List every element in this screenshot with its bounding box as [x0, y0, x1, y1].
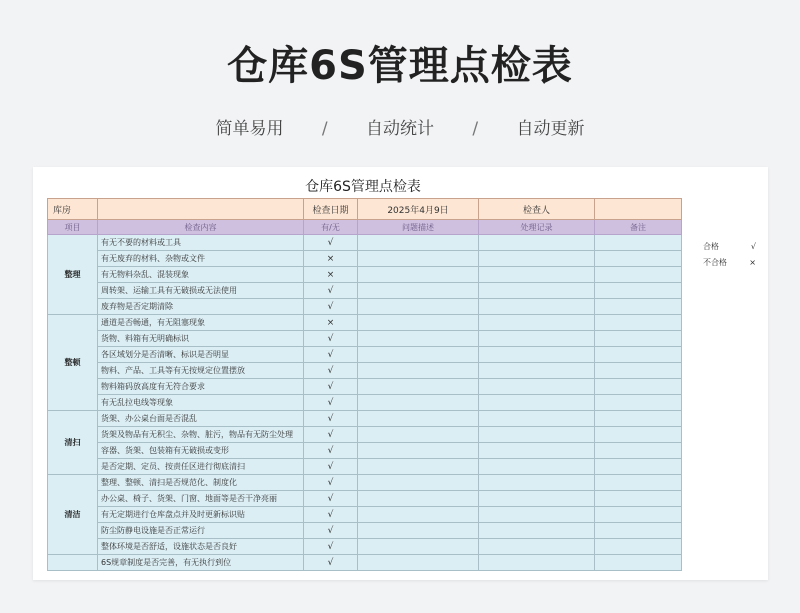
- handling-record-cell[interactable]: [479, 475, 595, 491]
- table-row: [48, 555, 682, 571]
- check-content-cell: 整体环境是否舒适，设施状态是否良好: [98, 539, 304, 555]
- handling-record-cell[interactable]: [479, 363, 595, 379]
- column-header: 检查内容: [98, 220, 304, 235]
- check-content-cell: 整理、整顿、清扫是否规范化、制度化: [98, 475, 304, 491]
- remarks-cell[interactable]: [595, 347, 682, 363]
- result-mark-cell[interactable]: √: [304, 555, 358, 571]
- column-header: 备注: [595, 220, 682, 235]
- check-content-cell: 有无物料杂乱、混装现象: [98, 267, 304, 283]
- legend-item: [698, 254, 758, 270]
- remarks-cell[interactable]: [595, 459, 682, 475]
- column-header: 处理记录: [479, 220, 595, 235]
- category-cell: 整理: [48, 235, 98, 315]
- checklist-table: [47, 198, 682, 571]
- remarks-cell[interactable]: [595, 363, 682, 379]
- legend-mark: √: [750, 241, 756, 251]
- problem-description-cell[interactable]: [358, 475, 479, 491]
- handling-record-cell[interactable]: [479, 523, 595, 539]
- check-content-cell: 物料、产品、工具等有无按规定位置摆放: [98, 363, 304, 379]
- problem-description-cell[interactable]: [358, 507, 479, 523]
- problem-description-cell[interactable]: [358, 523, 479, 539]
- problem-description-cell[interactable]: [358, 315, 479, 331]
- legend: [698, 238, 758, 270]
- sheet-title: 仓库6S管理点检表: [305, 179, 421, 195]
- table-row: [48, 283, 682, 299]
- result-mark-cell[interactable]: √: [304, 331, 358, 347]
- result-mark-cell[interactable]: ×: [304, 251, 358, 267]
- problem-description-cell[interactable]: [358, 251, 479, 267]
- table-row: [48, 459, 682, 475]
- result-mark-cell[interactable]: √: [304, 427, 358, 443]
- problem-description-cell[interactable]: [358, 299, 479, 315]
- inspector-value-cell[interactable]: [595, 199, 682, 220]
- result-mark-cell[interactable]: ×: [304, 267, 358, 283]
- handling-record-cell[interactable]: [479, 427, 595, 443]
- subtitle-item: 简单易用: [215, 119, 284, 139]
- check-content-cell: 通道是否畅通，有无阻塞现象: [98, 315, 304, 331]
- column-header: 问题描述: [358, 220, 479, 235]
- inspector-label: 检查人: [479, 199, 595, 220]
- table-row: [48, 523, 682, 539]
- result-mark-cell[interactable]: √: [304, 347, 358, 363]
- remarks-cell[interactable]: [595, 379, 682, 395]
- problem-description-cell[interactable]: [358, 491, 479, 507]
- problem-description-cell[interactable]: [358, 395, 479, 411]
- date-label: 检查日期: [304, 199, 358, 220]
- table-row: [48, 475, 682, 491]
- handling-record-cell[interactable]: [479, 459, 595, 475]
- table-row: [48, 315, 682, 331]
- handling-record-cell[interactable]: [479, 379, 595, 395]
- subtitle: [0, 114, 800, 139]
- problem-description-cell[interactable]: [358, 331, 479, 347]
- handling-record-cell[interactable]: [479, 283, 595, 299]
- handling-record-cell[interactable]: [479, 235, 595, 251]
- check-content-cell: 物料箱码放高度有无符合要求: [98, 379, 304, 395]
- result-mark-cell[interactable]: √: [304, 475, 358, 491]
- result-mark-cell[interactable]: √: [304, 539, 358, 555]
- check-content-cell: 防尘防静电设施是否正常运行: [98, 523, 304, 539]
- table-row: [48, 347, 682, 363]
- table-row: [48, 443, 682, 459]
- subtitle-separator: /: [472, 119, 479, 139]
- category-cell: 整顿: [48, 315, 98, 411]
- category-cell: 清扫: [48, 411, 98, 475]
- handling-record-cell[interactable]: [479, 507, 595, 523]
- result-mark-cell[interactable]: √: [304, 443, 358, 459]
- problem-description-cell[interactable]: [358, 443, 479, 459]
- remarks-cell[interactable]: [595, 555, 682, 571]
- legend-label: 不合格: [703, 257, 727, 267]
- legend-mark: ×: [749, 257, 756, 267]
- remarks-cell[interactable]: [595, 395, 682, 411]
- problem-description-cell[interactable]: [358, 411, 479, 427]
- table-row: [48, 411, 682, 427]
- result-mark-cell[interactable]: √: [304, 523, 358, 539]
- problem-description-cell[interactable]: [358, 235, 479, 251]
- column-header-row: [48, 220, 682, 235]
- table-row: [48, 379, 682, 395]
- result-mark-cell[interactable]: √: [304, 379, 358, 395]
- check-content-cell: 各区域划分是否清晰、标识是否明显: [98, 347, 304, 363]
- page-title: 仓库6S管理点检表: [227, 43, 573, 89]
- problem-description-cell[interactable]: [358, 459, 479, 475]
- handling-record-cell[interactable]: [479, 539, 595, 555]
- result-mark-cell[interactable]: √: [304, 299, 358, 315]
- remarks-cell[interactable]: [595, 523, 682, 539]
- legend-item: [698, 238, 758, 254]
- column-header: 项目: [48, 220, 98, 235]
- handling-record-cell[interactable]: [479, 443, 595, 459]
- remarks-cell[interactable]: [595, 507, 682, 523]
- remarks-cell[interactable]: [595, 411, 682, 427]
- result-mark-cell[interactable]: √: [304, 459, 358, 475]
- table-row: [48, 427, 682, 443]
- table-row: [48, 235, 682, 251]
- problem-description-cell[interactable]: [358, 555, 479, 571]
- result-mark-cell[interactable]: ×: [304, 315, 358, 331]
- handling-record-cell[interactable]: [479, 299, 595, 315]
- handling-record-cell[interactable]: [479, 331, 595, 347]
- legend-label: 合格: [703, 241, 719, 251]
- remarks-cell[interactable]: [595, 299, 682, 315]
- check-content-cell: 有无乱拉电线等现象: [98, 395, 304, 411]
- result-mark-cell[interactable]: √: [304, 363, 358, 379]
- remarks-cell[interactable]: [595, 539, 682, 555]
- check-content-cell: 容器、货架、包装箱有无破损或变形: [98, 443, 304, 459]
- result-mark-cell[interactable]: √: [304, 507, 358, 523]
- check-content-cell: 6S规章制度是否完善，有无执行到位: [98, 555, 304, 571]
- warehouse-label: 库房: [48, 199, 98, 220]
- check-content-cell: 有无废弃的材料、杂物或文件: [98, 251, 304, 267]
- table-row: [48, 267, 682, 283]
- handling-record-cell[interactable]: [479, 251, 595, 267]
- table-row: [48, 539, 682, 555]
- handling-record-cell[interactable]: [479, 267, 595, 283]
- problem-description-cell[interactable]: [358, 267, 479, 283]
- table-row: [48, 491, 682, 507]
- problem-description-cell[interactable]: [358, 379, 479, 395]
- remarks-cell[interactable]: [595, 491, 682, 507]
- remarks-cell[interactable]: [595, 331, 682, 347]
- remarks-cell[interactable]: [595, 267, 682, 283]
- handling-record-cell[interactable]: [479, 315, 595, 331]
- problem-description-cell[interactable]: [358, 363, 479, 379]
- table-row: [48, 363, 682, 379]
- check-content-cell: 货物、料箱有无明确标识: [98, 331, 304, 347]
- remarks-cell[interactable]: [595, 251, 682, 267]
- remarks-cell[interactable]: [595, 443, 682, 459]
- spreadsheet-preview: [33, 167, 768, 580]
- handling-record-cell[interactable]: [479, 395, 595, 411]
- handling-record-cell[interactable]: [479, 555, 595, 571]
- problem-description-cell[interactable]: [358, 283, 479, 299]
- subtitle-item: 自动统计: [366, 119, 434, 139]
- category-cell: 清洁: [48, 475, 98, 555]
- check-content-cell: 有无定期进行仓库盘点并及时更新标识贴: [98, 507, 304, 523]
- check-content-cell: 办公桌、椅子、货架、门窗、地面等是否干净亮丽: [98, 491, 304, 507]
- column-header: 有/无: [304, 220, 358, 235]
- table-row: [48, 507, 682, 523]
- check-content-cell: 周转架、运输工具有无破损或无法使用: [98, 283, 304, 299]
- subtitle-item: 自动更新: [516, 119, 585, 139]
- remarks-cell[interactable]: [595, 283, 682, 299]
- result-mark-cell[interactable]: √: [304, 395, 358, 411]
- info-row: [48, 199, 682, 220]
- date-value[interactable]: 2025年4月9日: [358, 199, 479, 220]
- handling-record-cell[interactable]: [479, 347, 595, 363]
- result-mark-cell[interactable]: √: [304, 491, 358, 507]
- result-mark-cell[interactable]: √: [304, 411, 358, 427]
- check-content-cell: 是否定期、定员、按责任区进行彻底清扫: [98, 459, 304, 475]
- table-row: [48, 299, 682, 315]
- remarks-cell[interactable]: [595, 427, 682, 443]
- check-content-cell: 货架、办公桌台面是否混乱: [98, 411, 304, 427]
- check-content-cell: 有无不要的材料或工具: [98, 235, 304, 251]
- remarks-cell[interactable]: [595, 315, 682, 331]
- remarks-cell[interactable]: [595, 475, 682, 491]
- warehouse-value-cell[interactable]: [98, 199, 304, 220]
- subtitle-separator: /: [321, 119, 328, 139]
- handling-record-cell[interactable]: [479, 491, 595, 507]
- table-row: [48, 331, 682, 347]
- problem-description-cell[interactable]: [358, 539, 479, 555]
- result-mark-cell[interactable]: √: [304, 283, 358, 299]
- handling-record-cell[interactable]: [479, 411, 595, 427]
- table-row: [48, 395, 682, 411]
- category-cell: [48, 555, 98, 571]
- problem-description-cell[interactable]: [358, 427, 479, 443]
- check-content-cell: 废弃物是否定期清除: [98, 299, 304, 315]
- check-content-cell: 货架及物品有无积尘、杂物、脏污，物品有无防尘处理: [98, 427, 304, 443]
- table-row: [48, 251, 682, 267]
- problem-description-cell[interactable]: [358, 347, 479, 363]
- remarks-cell[interactable]: [595, 235, 682, 251]
- result-mark-cell[interactable]: √: [304, 235, 358, 251]
